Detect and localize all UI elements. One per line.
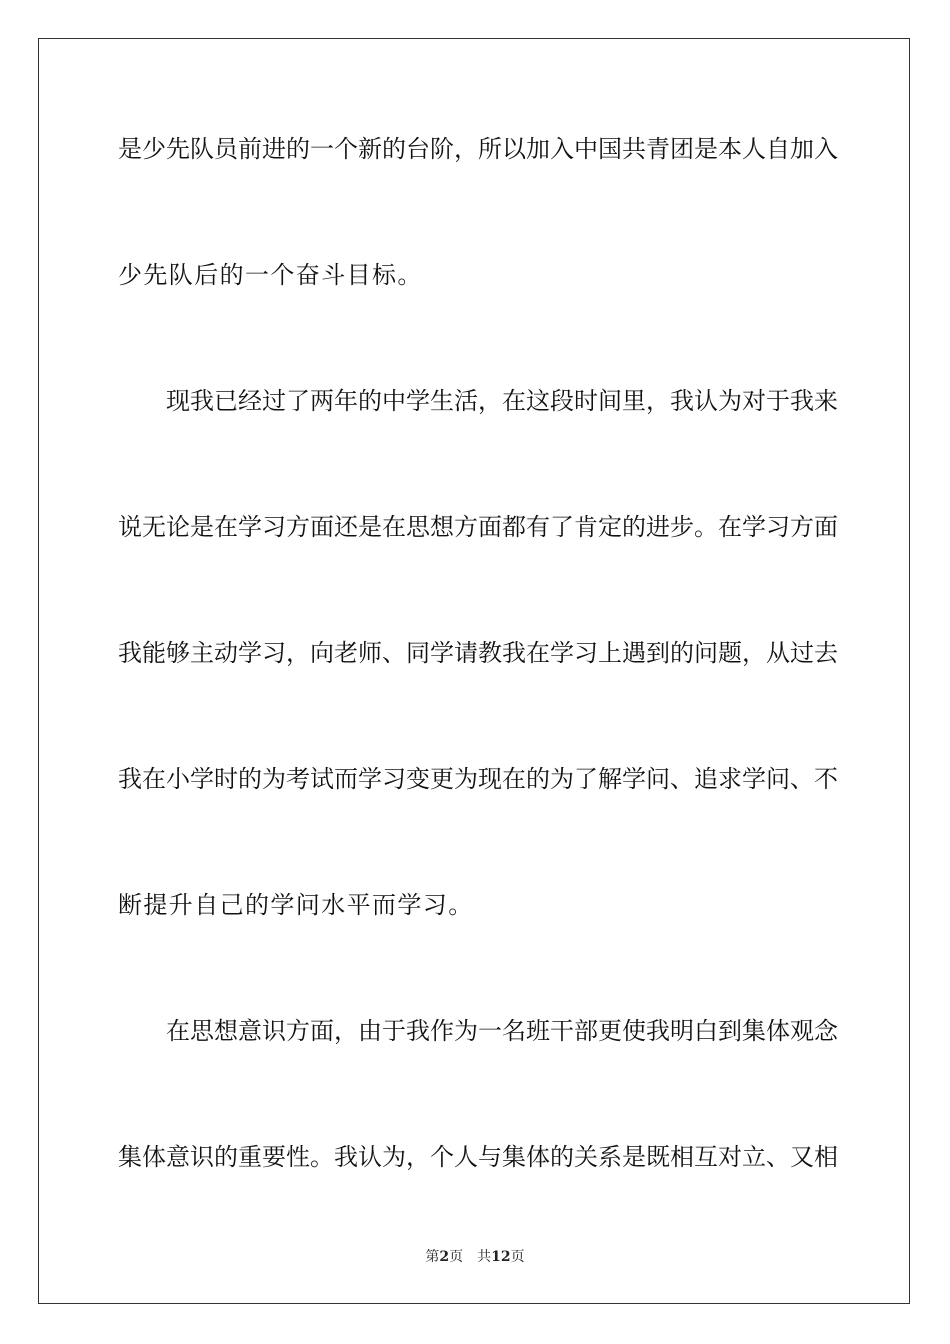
page-prefix: 第	[425, 1249, 440, 1265]
page-suffix: 页	[449, 1249, 464, 1265]
text-line-1: 是少先队员前进的一个新的台阶，所以加入中国共青团是本人自加入	[118, 135, 838, 163]
text-line-2: 少先队后的一个奋斗目标。	[118, 261, 423, 289]
total-prefix: 共	[477, 1249, 492, 1265]
text-line-6: 我在小学时的为考试而学习变更为现在的为了解学问、追求学问、不	[118, 765, 838, 793]
text-line-9: 集体意识的重要性。我认为，个人与集体的关系是既相互对立、又相	[118, 1143, 838, 1171]
total-suffix: 页	[510, 1249, 525, 1265]
text-line-4: 说无论是在学习方面还是在思想方面都有了肯定的进步。在学习方面	[118, 513, 838, 541]
text-line-7: 断提升自己的学问水平而学习。	[118, 891, 474, 919]
page-number: 2	[439, 1249, 450, 1265]
page-footer	[0, 1248, 950, 1266]
page-border	[38, 38, 910, 1304]
text-line-5: 我能够主动学习，向老师、同学请教我在学习上遇到的问题，从过去	[118, 639, 838, 667]
total-pages: 12	[491, 1249, 511, 1265]
text-line-8: 在思想意识方面，由于我作为一名班干部更使我明白到集体观念	[166, 1017, 838, 1045]
text-line-3: 现我已经过了两年的中学生活，在这段时间里，我认为对于我来	[166, 387, 838, 415]
